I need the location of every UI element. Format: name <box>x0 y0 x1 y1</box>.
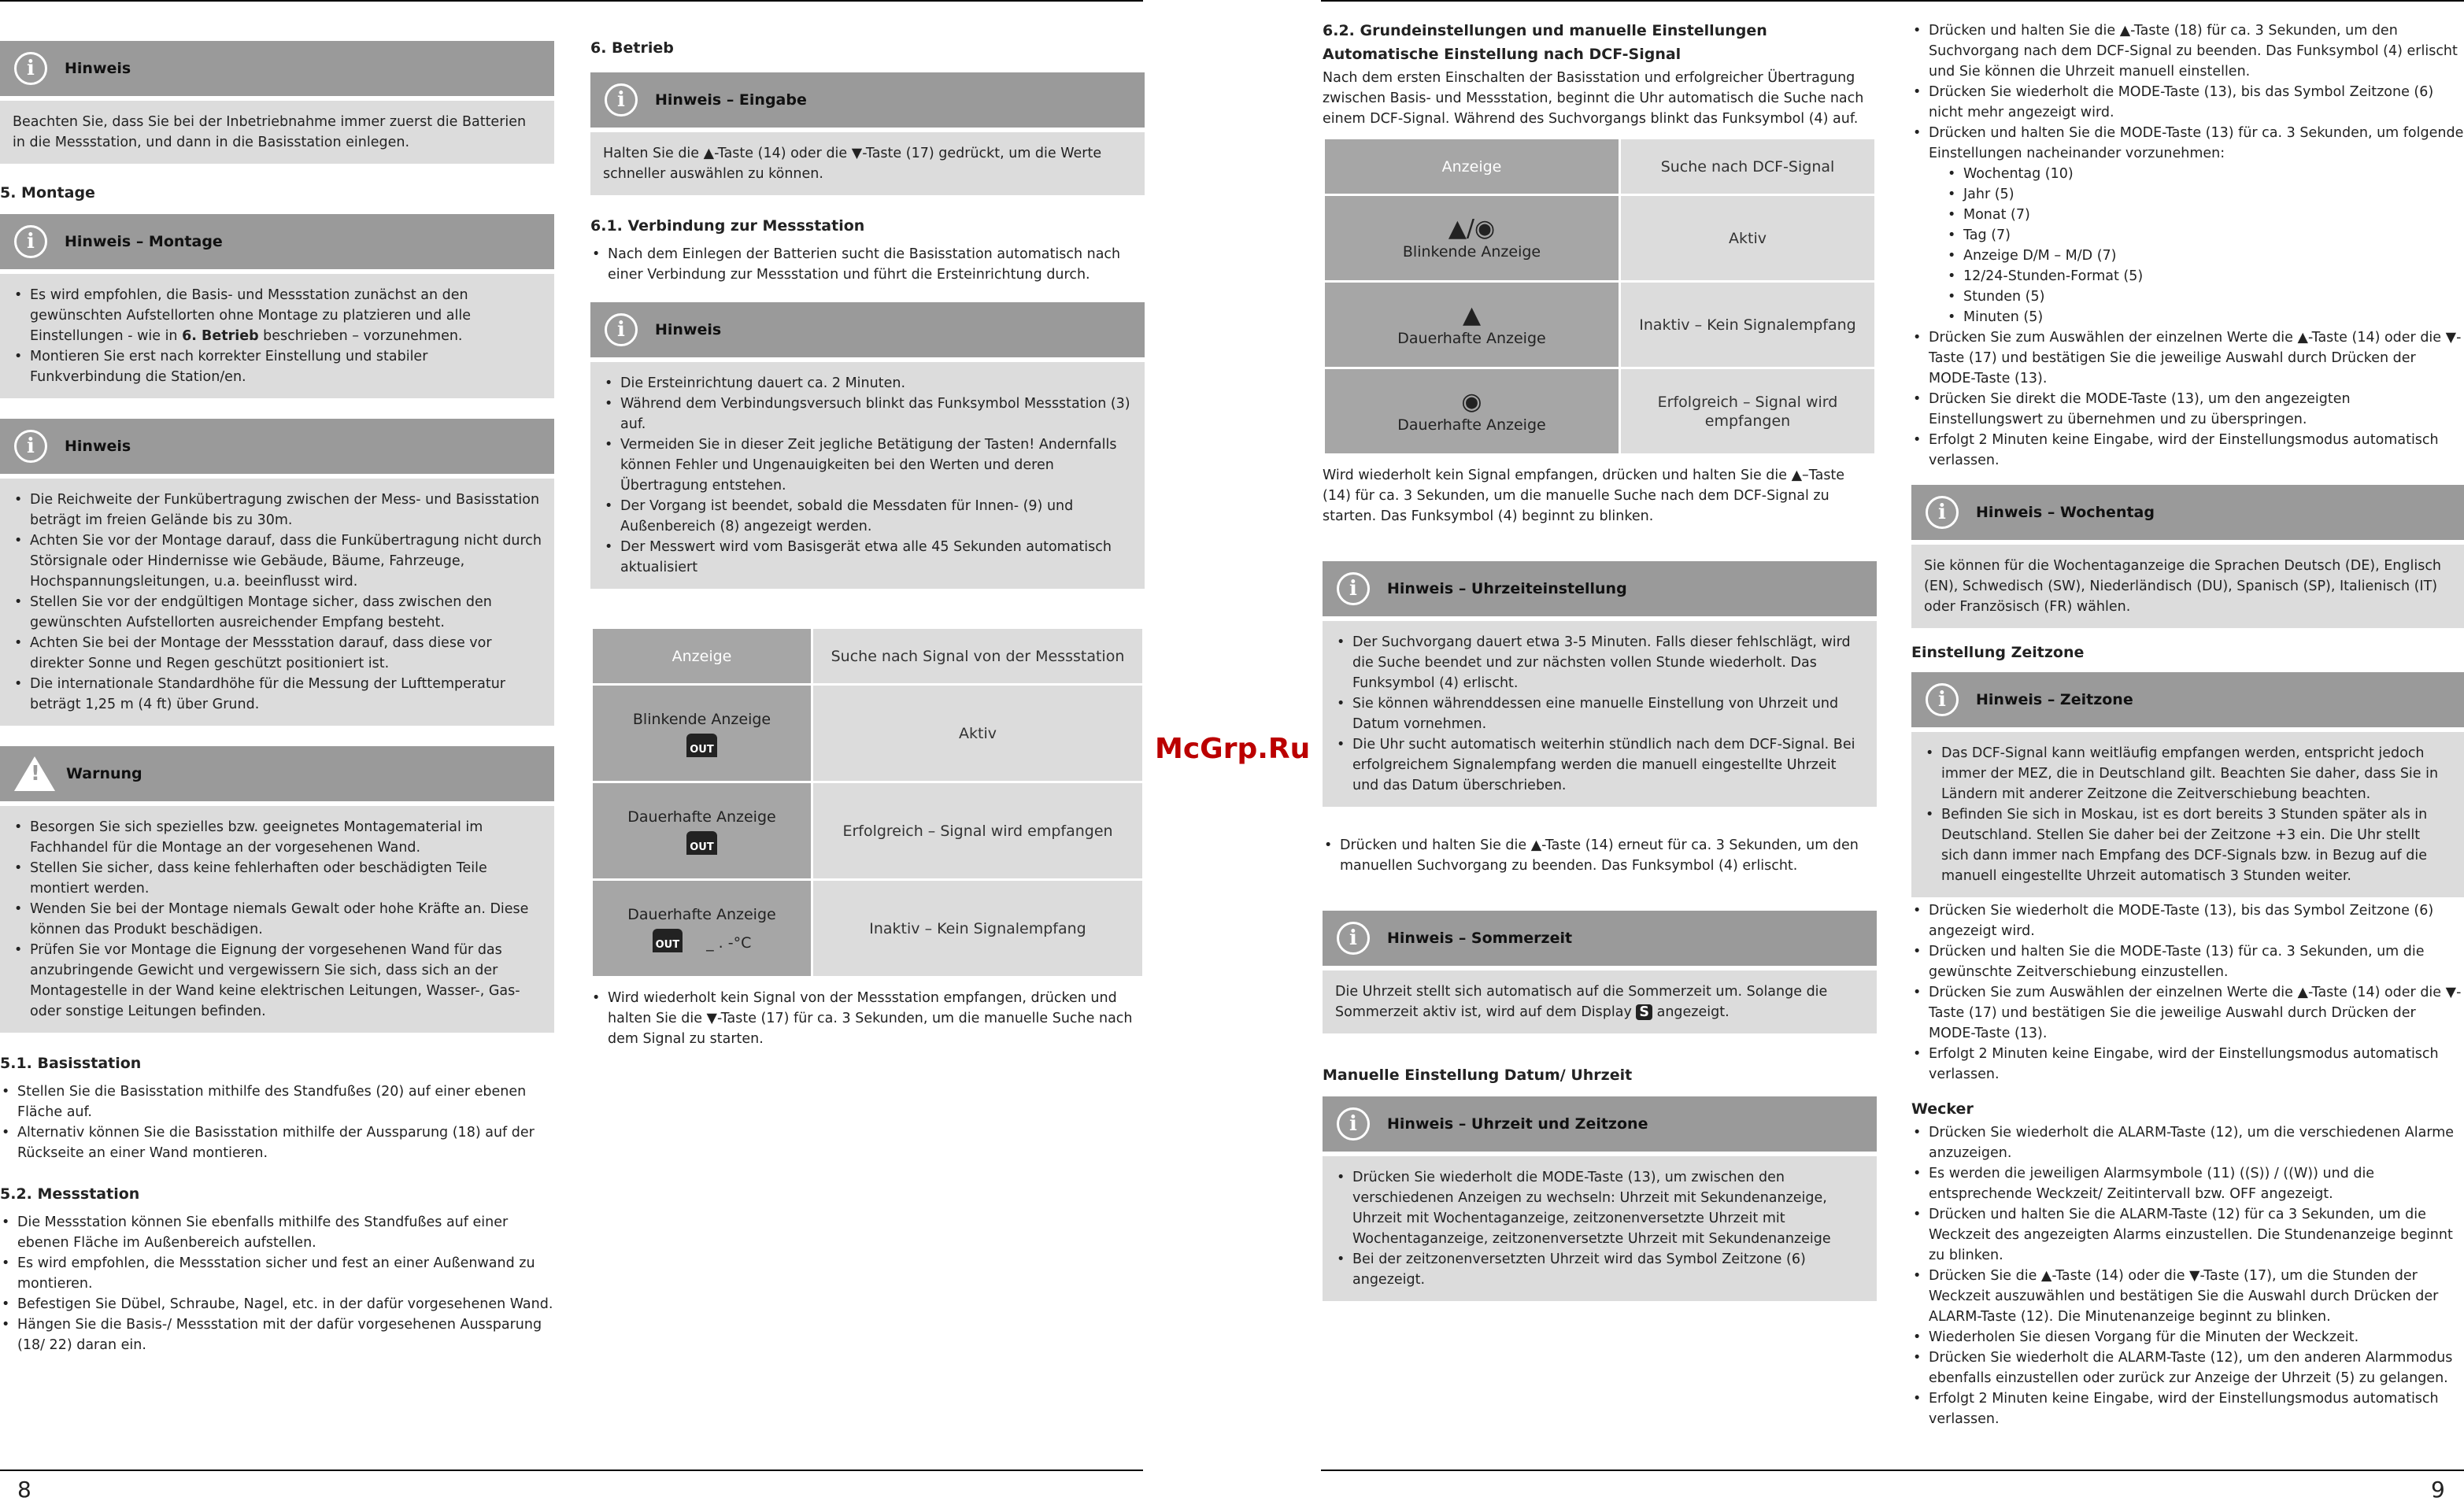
list-item: • Drücken Sie die ▲-Taste (14) oder die ▼-Taste (17), um die Stunden der Weckzeit auszuwählen und bestätigen Sie die Auswahl durch Drücken der ALARM-Taste (12). Die Minutenanzeige beginnt zu blinken. <box>1911 1266 2464 1327</box>
list-item: • Wiederholen Sie diesen Vorgang für die Minuten der Weckzeit. <box>1911 1327 2464 1348</box>
hinweis-box: i Hinweis • Die Ersteinrichtung dauert ca. 2 Minuten. • Während dem Verbindungsversuch blinkt das Funksymbol Messstation (3) auf. • Vermeiden Sie in dieser Zeit jegliche Betätigung der Tasten! Andernfalls können Fehler und Ungenauigkeiten bei den Werten und deren Übertragung entstehen. • Der Vorgang ist beendet, sobald die Messdaten für Innen- (9) und Außenbereich (8) angezeigt werden. • Der Messwert wird vom Basisgerät etwa alle 45 Sekunden automatisch aktualisiert <box>590 302 1145 589</box>
hinweis-eingabe-box: i Hinweis – Eingabe Halten Sie die ▲-Taste (14) oder die ▼-Taste (17) gedrückt, um die Werte schneller auswählen zu können. <box>590 72 1145 195</box>
list-item: • Monat (7) <box>1946 205 2464 225</box>
list-item: • Stellen Sie sicher, dass keine fehlerhaften oder beschädigten Teile montiert werden. <box>13 858 542 899</box>
out-signal-icon: OUT <box>686 734 716 757</box>
info-icon: i <box>605 313 638 346</box>
signal-table: Anzeige Suche nach Signal von der Messstation Blinkende Anzeige OUT Aktiv Dauerhafte Anzeige OUT Erfolgreich – Signal wird empfangen Dauerhafte Anzeige OUT _ . -°C Inaktiv – Kein Signalempfang <box>590 627 1145 978</box>
column-4 <box>1911 20 2464 1429</box>
table-cell: ◉ Dauerhafte Anzeige <box>1324 368 1620 455</box>
list-item: • Bei der zeitzonenversetzten Uhrzeit wird das Symbol Zeitzone (6) angezeigt. <box>1335 1249 1864 1290</box>
list-item: • Befestigen Sie Dübel, Schraube, Nagel, etc. in der dafür vorgesehenen Wand. <box>0 1294 554 1314</box>
dcf-signal-icon: ▲/◉ <box>1448 214 1496 242</box>
info-icon: i <box>1337 922 1370 955</box>
section-heading: 5.1. Basisstation <box>0 1055 142 1072</box>
list-item: • Wochentag (10) <box>1946 164 2464 184</box>
warning-icon: ! <box>14 756 55 791</box>
info-icon: i <box>14 52 47 85</box>
list-item: • Montieren Sie erst nach korrekter Einstellung und stabiler Funkverbindung die Station/en. <box>13 346 542 387</box>
list-item: • Anzeige D/M – M/D (7) <box>1946 246 2464 266</box>
list-item: • Drücken Sie wiederholt die MODE-Taste (13), bis das Symbol Zeitzone (6) angezeigt wird. <box>1911 900 2464 941</box>
list-item: • Hängen Sie die Basis-/ Messstation mit der dafür vorgesehenen Aussparung (18/ 22) daran ein. <box>0 1314 554 1355</box>
hinweis-sommerzeit-box: i Hinweis – Sommerzeit Die Uhrzeit stellt sich automatisch auf die Sommerzeit um. Solange die Sommerzeit aktiv ist, wird auf dem Display S angezeigt. <box>1323 911 1877 1033</box>
table-cell: ▲ Dauerhafte Anzeige <box>1324 282 1620 368</box>
info-icon: i <box>1926 683 1959 716</box>
column-3: 6.2. Grundeinstellungen und manuelle Einstellungen Automatische Einstellung nach DCF-Signal Nach dem ersten Einschalten der Basisstation und erfolgreicher Übertragung zwischen Basis- und Messstation, beginnt die Uhr automatisch die Suche nach einem DCF-Signal. Während des Suchvorgangs blinkt das Funksymbol (4) auf. Anzeige Suche nach DCF-Signal ▲/◉ Blinkende Anzeige Aktiv ▲ Dauerhafte Anzeige Inaktiv – Kein Signalempfang ◉ Dauerhafte Anzeige Erfolgreich – Signal wird empfangen Wird wiederholt kein Signal empfangen, drücken und halten Sie die ▲–Taste (14) für ca. 3 Sekunden, um die manuelle Suche nach dem DCF-Signal zu starten. Das Funksymbol (4) beginnt zu blinken. i Hinweis – Uhrzeiteinstellung • Der Suchvorgang dauert etwa 3-5 Minuten. Falls dieser fehlschlägt, wird die Suche beendet und zur nächsten vollen Stunde wiederholt. Das Funksymbol (4) erlischt. • Sie können währenddessen eine manuelle Einstellung von Uhrzeit und Datum vornehmen. • Die Uhr sucht automatisch weiterhin stündlich nach dem DCF-Signal. Bei erfolgreichem Signalempfang werden die manuell eingestellte Uhrzeit und das Datum überschrieben. • Drücken und halten Sie die ▲-Taste (14) erneut für ca. 3 Sekunden, um den manuellen Suchvorgang zu beenden. Das Funksymbol (4) erlischt. i Hinweis – Sommerzeit Die Uhrzeit stellt sich automatisch auf die Sommerzeit um. Solange die Sommerzeit aktiv ist, wird auf dem Display S angezeigt. Manuelle Einstellung Datum/ Uhrzeit i Hinweis – Uhrzeit und Zeitzone • Drücken Sie wiederholt die MODE-Taste (13), um zwischen den verschiedenen Anzeigen zu wechseln: Uhrzeit mit Sekundenanzeige, Uhrzeit mit Wochentaganzeige, zeitzonenversetzte Uhrzeit mit Wochentaganzeige, zeitzonenversetzte Uhrzeit mit Sekundenanzeige • Bei der zeitzonenversetzten Uhrzeit wird das Symbol Zeitzone (6) angezeigt. <box>1323 20 1877 1322</box>
list-item: • Stellen Sie die Basisstation mithilfe des Standfußes (20) auf einer ebenen Fläche auf. <box>0 1081 554 1122</box>
list-item: • Jahr (5) <box>1946 184 2464 205</box>
list-item: • Drücken Sie wiederholt die ALARM-Taste (12), um die verschiedenen Alarme anzuzeigen. <box>1911 1122 2464 1163</box>
list-item: • Die Ersteinrichtung dauert ca. 2 Minuten. <box>603 373 1132 394</box>
list-item: • Erfolgt 2 Minuten keine Eingabe, wird der Einstellungsmodus automatisch verlassen. <box>1911 430 2464 471</box>
section-heading: 5. Montage <box>0 184 95 201</box>
hinweis-box: i Hinweis • Die Reichweite der Funkübertragung zwischen der Mess- und Basisstation beträgt im freien Gelände bis zu 30m. • Achten Sie vor der Montage darauf, dass die Funkübertragung nicht durch Störsignale oder Hindernisse wie Gebäude, Bäume, Fahrzeuge, Hochspannungsleitungen, u.a. beeinflusst wird. • Stellen Sie vor der endgültigen Montage sicher, dass zwischen den gewünschten Aufstellorten ausreichender Empfang besteht. • Achten Sie bei der Montage der Messstation darauf, dass diese vor direkter Sonne und Regen geschützt positioniert ist. • Die internationale Standardhöhe für die Messung der Lufttemperatur beträgt 1,25 m (4 ft) über Grund. <box>0 419 554 726</box>
hinweis-wochentag-box: i Hinweis – Wochentag Sie können für die Wochentaganzeige die Sprachen Deutsch (DE), Englisch (EN), Schwedisch (SW), Niederländisch (DU), Spanisch (SP), Italienisch (IT) oder Französisch (FR) wählen. <box>1911 485 2464 628</box>
column-1 <box>0 41 554 1355</box>
list-item: • Es werden die jeweiligen Alarmsymbole (11) ((S)) / ((W)) und die entsprechende Weckzeit/ Zeitintervall bzw. OFF angezeigt. <box>1911 1163 2464 1204</box>
list-item: • 12/24-Stunden-Format (5) <box>1946 266 2464 287</box>
list-item: • Das DCF-Signal kann weitläufig empfangen werden, entspricht jedoch immer der MEZ, die in Deutschland gilt. Beachten Sie daher, dass Sie in Ländern mit anderer Zeitzone die Zeitverschiebung beachten. <box>1924 743 2451 804</box>
section-heading: 5.2. Messstation <box>0 1185 140 1203</box>
column-2 <box>590 38 1145 1049</box>
hinweis-zeitzone-box: i Hinweis – Zeitzone • Das DCF-Signal kann weitläufig empfangen werden, entspricht jedoch immer der MEZ, die in Deutschland gilt. Beachten Sie daher, dass Sie in Ländern mit anderer Zeitzone die Zeitverschiebung beachten. • Befinden Sie sich in Moskau, ist es dort bereits 3 Stunden später als in Deutschland. Stellen Sie daher bei der Zeitzone +3 ein. Die Uhr stellt sich dann immer nach Empfang des DCF-Signals bzw. in Bezug auf die manuell eingestellte Uhrzeit automatisch 3 Stunden weiter. <box>1911 672 2464 897</box>
list-item: • Stunden (5) <box>1946 287 2464 307</box>
list-item: • Wenden Sie bei der Montage niemals Gewalt oder hohe Kräfte an. Diese können das Produkt beschädigen. <box>13 899 542 940</box>
list-item: • Nach dem Einlegen der Batterien sucht die Basisstation automatisch nach einer Verbindung zur Messstation und führt die Ersteinrichtung durch. <box>590 244 1145 285</box>
section-heading: Wecker <box>1911 1100 1974 1118</box>
list-item: • Besorgen Sie sich spezielles bzw. geeignetes Montagematerial im Fachhandel für die Montage an der vorgesehenen Wand. <box>13 817 542 858</box>
list-item: • Die Reichweite der Funkübertragung zwischen der Mess- und Basisstation beträgt im freien Gelände bis zu 30m. <box>13 490 542 531</box>
list-item: • Die internationale Standardhöhe für die Messung der Lufttemperatur beträgt 1,25 m (4 ft) über Grund. <box>13 674 542 715</box>
info-icon: i <box>14 430 47 463</box>
list-item: • Tag (7) <box>1946 225 2464 246</box>
list-item: • Vermeiden Sie in dieser Zeit jegliche Betätigung der Tasten! Andernfalls können Fehler und Ungenauigkeiten bei den Werten und deren Übertragung entstehen. <box>603 434 1132 496</box>
bottom-rule-left <box>0 1470 1143 1471</box>
section-heading: Einstellung Zeitzone <box>1911 644 2085 661</box>
info-icon: i <box>605 83 638 116</box>
table-cell: ▲/◉ Blinkende Anzeige <box>1324 195 1620 282</box>
top-rule-right <box>1321 0 2464 2</box>
list-item: • Drücken und halten Sie die ▲-Taste (14) erneut für ca. 3 Sekunden, um den manuellen Suchvorgang zu beenden. Das Funksymbol (4) erlischt. <box>1323 835 1877 876</box>
hinweis-uhrzeit-box: i Hinweis – Uhrzeiteinstellung • Der Suchvorgang dauert etwa 3-5 Minuten. Falls dieser fehlschlägt, wird die Suche beendet und zur nächsten vollen Stunde wiederholt. Das Funksymbol (4) erlischt. • Sie können währenddessen eine manuelle Einstellung von Uhrzeit und Datum vornehmen. • Die Uhr sucht automatisch weiterhin stündlich nach dem DCF-Signal. Bei erfolgreichem Signalempfang werden die manuell eingestellte Uhrzeit und das Datum überschrieben. <box>1323 561 1877 807</box>
list-item: • Drücken und halten Sie die ALARM-Taste (12) für ca 3 Sekunden, um die Weckzeit des angezeigten Alarms einzustellen. Die Stundenanzeige beginnt zu blinken. <box>1911 1204 2464 1266</box>
hinweis-box: i Hinweis Beachten Sie, dass Sie bei der Inbetriebnahme immer zuerst die Batterien in die Messstation, und dann in die Basisstation einlegen. <box>0 41 554 164</box>
list-item: • Prüfen Sie vor Montage die Eignung der vorgesehenen Wand für das anzubringende Gewicht und vergewissern Sie sich, dass sich an der Montagestelle in der Wand keine elektrischen Leitungen, Wasser-, Gas- oder sonstige Leitungen befinden. <box>13 940 542 1022</box>
list-item: • Alternativ können Sie die Basisstation mithilfe der Aussparung (18) auf der Rückseite an einer Wand montieren. <box>0 1122 554 1163</box>
list-item: • Während dem Verbindungsversuch blinkt das Funksymbol Messstation (3) auf. <box>603 394 1132 434</box>
list-item: • Die Messstation können Sie ebenfalls mithilfe des Standfußes auf einer ebenen Fläche im Außenbereich aufstellen. <box>0 1212 554 1253</box>
table-cell: Blinkende Anzeige OUT <box>592 685 812 782</box>
hinweis-montage-box: i Hinweis – Montage • Es wird empfohlen, die Basis- und Messstation zunächst an den gewünschten Aufstellorten ohne Montage zu platzieren und alle Einstellungen - wie in 6. Betrieb beschrieben – vorzunehmen. • Montieren Sie erst nach korrekter Einstellung und stabiler Funkverbindung die Station/en. <box>0 214 554 398</box>
section-heading: 6.1. Verbindung zur Messstation <box>590 217 865 235</box>
list-item: • Drücken und halten Sie die MODE-Taste (13) für ca. 3 Sekunden, um die gewünschte Zeitverschiebung einzustellen. <box>1911 941 2464 982</box>
list-item: • Befinden Sie sich in Moskau, ist es dort bereits 3 Stunden später als in Deutschland. Stellen Sie daher bei der Zeitzone +3 ein. Die Uhr stellt sich dann immer nach Empfang des DCF-Signals bzw. in Bezug auf die manuell eingestellte Uhrzeit automatisch 3 Stunden weiter. <box>1924 804 2451 886</box>
info-icon: i <box>1337 572 1370 605</box>
list-item: • Der Vorgang ist beendet, sobald die Messdaten für Innen- (9) und Außenbereich (8) angezeigt werden. <box>603 496 1132 537</box>
list-item: • Drücken und halten Sie die MODE-Taste (13) für ca. 3 Sekunden, um folgende Einstellungen nacheinander vorzunehmen: <box>1911 123 2464 164</box>
list-item: • Drücken Sie wiederholt die MODE-Taste (13), bis das Symbol Zeitzone (6) nicht mehr angezeigt wird. <box>1911 82 2464 123</box>
list-item: • Drücken Sie zum Auswählen der einzelnen Werte die ▲-Taste (14) oder die ▼-Taste (17) und bestätigen Sie die jeweilige Auswahl durch Drücken der MODE-Taste (13). <box>1911 982 2464 1044</box>
summer-time-icon: S <box>1636 1004 1652 1020</box>
list-item: • Erfolgt 2 Minuten keine Eingabe, wird der Einstellungsmodus automatisch verlassen. <box>1911 1044 2464 1085</box>
bottom-rule-right <box>1321 1470 2464 1471</box>
section-heading: Manuelle Einstellung Datum/ Uhrzeit <box>1323 1067 1633 1084</box>
dcf-antenna-icon: ▲ <box>1462 301 1482 329</box>
list-item: • Drücken Sie zum Auswählen der einzelnen Werte die ▲-Taste (14) oder die ▼-Taste (17) und bestätigen Sie die jeweilige Auswahl durch Drücken der MODE-Taste (13). <box>1911 327 2464 389</box>
dcf-table: Anzeige Suche nach DCF-Signal ▲/◉ Blinkende Anzeige Aktiv ▲ Dauerhafte Anzeige Inaktiv – Kein Signalempfang ◉ Dauerhafte Anzeige Erfolgreich – Signal wird empfangen <box>1323 137 1877 456</box>
list-item: • Drücken und halten Sie die ▲-Taste (18) für ca. 3 Sekunden, um den Suchvorgang nach dem DCF-Signal zu beenden. Das Funksymbol (4) erlischt und Sie können die Uhrzeit manuell einstellen. <box>1911 20 2464 82</box>
section-heading: 6.2. Grundeinstellungen und manuelle Einstellungen <box>1323 22 1767 39</box>
list-item: • Minuten (5) <box>1946 307 2464 327</box>
info-icon: i <box>1926 496 1959 529</box>
list-item: • Erfolgt 2 Minuten keine Eingabe, wird der Einstellungsmodus automatisch verlassen. <box>1911 1388 2464 1429</box>
list-item: • Drücken Sie wiederholt die MODE-Taste (13), um zwischen den verschiedenen Anzeigen zu wechseln: Uhrzeit mit Sekundenanzeige, Uhrzeit mit Wochentaganzeige, zeitzonenversetzte Uhrzeit mit Wochentaganzeige, zeitzonenversetzte Uhrzeit mit Sekundenanzeige <box>1335 1167 1864 1249</box>
list-item: • Drücken Sie direkt die MODE-Taste (13), um den angezeigten Einstellungswert zu übernehmen und zu überspringen. <box>1911 389 2464 430</box>
page-number-right: 9 <box>2431 1477 2445 1501</box>
list-item: • Achten Sie bei der Montage der Messstation darauf, dass diese vor direkter Sonne und Regen geschützt positioniert ist. <box>13 633 542 674</box>
top-rule-left <box>0 0 1143 2</box>
watermark: McGrp.Ru <box>1155 733 1311 765</box>
list-item: • Achten Sie vor der Montage darauf, dass die Funkübertragung nicht durch Störsignale oder Hindernisse wie Gebäude, Bäume, Fahrzeuge, Hochspannungsleitungen, u.a. beeinflusst wird. <box>13 531 542 592</box>
page-number-left: 8 <box>17 1477 31 1501</box>
intro-text: Nach dem ersten Einschalten der Basisstation und erfolgreicher Übertragung zwischen Basis- und Messstation, beginnt die Uhr automatisch die Suche nach einem DCF-Signal. Während des Suchvorgangs blinkt das Funksymbol (4) auf. <box>1323 70 1864 127</box>
list-item: • Der Messwert wird vom Basisgerät etwa alle 45 Sekunden automatisch aktualisiert <box>603 537 1132 578</box>
list-item: • Wird wiederholt kein Signal von der Messstation empfangen, drücken und halten Sie die ▼-Taste (17) für ca. 3 Sekunden, um die manuelle Suche nach dem Signal zu starten. <box>590 988 1145 1049</box>
out-signal-icon: OUT <box>653 929 683 952</box>
list-item: • Es wird empfohlen, die Basis- und Messstation zunächst an den gewünschten Aufstellorten ohne Montage zu platzieren und alle Einstellungen - wie in 6. Betrieb beschrieben – vorzunehmen. <box>13 285 542 346</box>
list-item: • Drücken Sie wiederholt die ALARM-Taste (12), um den anderen Alarmmodus ebenfalls einzustellen oder zurück zur Anzeige der Uhrzeit (5) zu gelangen. <box>1911 1348 2464 1388</box>
section-heading: 6. Betrieb <box>590 39 674 57</box>
list-item: • Der Suchvorgang dauert etwa 3-5 Minuten. Falls dieser fehlschlägt, wird die Suche beendet und zur nächsten vollen Stunde wiederholt. Das Funksymbol (4) erlischt. <box>1335 632 1864 693</box>
list-item: • Es wird empfohlen, die Messstation sicher und fest an einer Außenwand zu montieren. <box>0 1253 554 1294</box>
subheading: Automatische Einstellung nach DCF-Signal <box>1323 46 1682 63</box>
warnung-box: ! Warnung • Besorgen Sie sich spezielles bzw. geeignetes Montagematerial im Fachhandel für die Montage an der vorgesehenen Wand. • Stellen Sie sicher, dass keine fehlerhaften oder beschädigten Teile montiert werden. • Wenden Sie bei der Montage niemals Gewalt oder hohe Kräfte an. Diese können das Produkt beschädigen. • Prüfen Sie vor Montage die Eignung der vorgesehenen Wand für das anzubringende Gewicht und vergewissern Sie sich, dass sich an der Montagestelle in der Wand keine elektrischen Leitungen, Wasser-, Gas- oder sonstige Leitungen befinden. <box>0 746 554 1033</box>
table-cell: Dauerhafte Anzeige OUT <box>592 782 812 880</box>
list-item: • Stellen Sie vor der endgültigen Montage sicher, dass zwischen den gewünschten Aufstellorten ausreichender Empfang besteht. <box>13 592 542 633</box>
info-icon: i <box>14 225 47 258</box>
table-cell: Dauerhafte Anzeige OUT _ . -°C <box>592 880 812 978</box>
hinweis-uhrzeit-zeitzone-box: i Hinweis – Uhrzeit und Zeitzone • Drücken Sie wiederholt die MODE-Taste (13), um zwischen den verschiedenen Anzeigen zu wechseln: Uhrzeit mit Sekundenanzeige, Uhrzeit mit Wochentaganzeige, zeitzonenversetzte Uhrzeit mit Wochentaganzeige, zeitzonenversetzte Uhrzeit mit Sekundenanzeige • Bei der zeitzonenversetzten Uhrzeit wird das Symbol Zeitzone (6) angezeigt. <box>1323 1096 1877 1301</box>
dcf-signal-icon: ◉ <box>1461 387 1482 416</box>
info-icon: i <box>1337 1107 1370 1141</box>
list-item: • Sie können währenddessen eine manuelle Einstellung von Uhrzeit und Datum vornehmen. <box>1335 693 1864 734</box>
out-signal-icon: OUT <box>686 831 716 855</box>
list-item: • Die Uhr sucht automatisch weiterhin stündlich nach dem DCF-Signal. Bei erfolgreichem Signalempfang werden die manuell eingestellte Uhrzeit und das Datum überschrieben. <box>1335 734 1864 796</box>
